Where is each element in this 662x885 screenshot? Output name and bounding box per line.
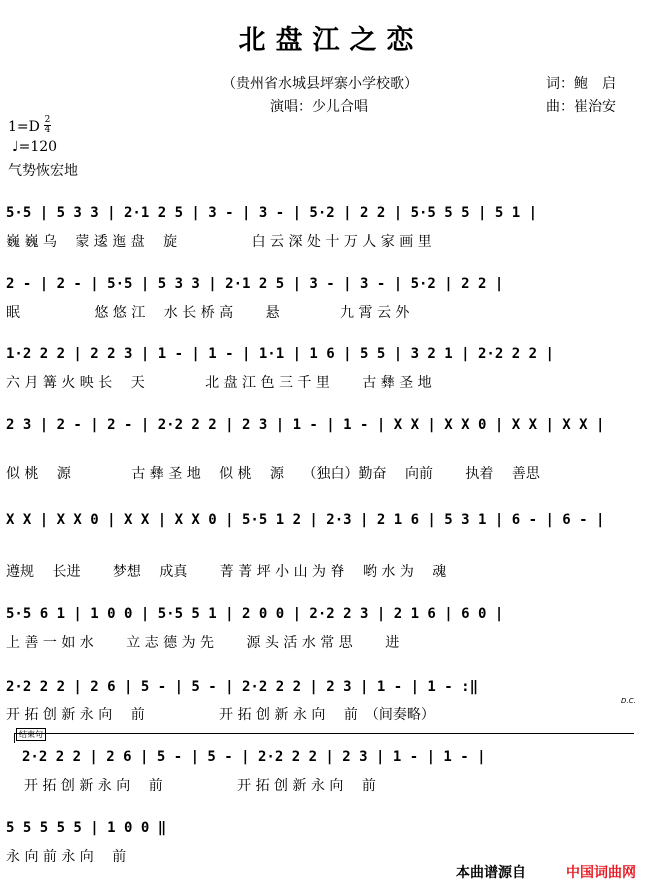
ending-label: 结束句 bbox=[16, 728, 46, 741]
notation-line-5: X X | X X 0 | X X | X X 0 | 5·5 1 2 | 2·3 | 2 1 6 | 5 3 1 | 6 - | 6 - | bbox=[6, 512, 605, 528]
notation-line-9: 5 5 5 5 5 | 1 0 0 ‖ bbox=[6, 820, 167, 836]
lyric-line-2: 眠 悠 悠 江 水 长 桥 高 悬 九 霄 云 外 bbox=[6, 305, 410, 321]
time-signature-top: 2 bbox=[44, 115, 51, 125]
notation-line-1: 5·5 | 5 3 3 | 2·1 2 5 | 3 - | 3 - | 5·2 | 2 2 | 5·5 5 5 | 5 1 | bbox=[6, 205, 538, 221]
lyric-line-6: 上 善 一 如 水 立 志 德 为 先 源 头 活 水 常 思 进 bbox=[6, 635, 400, 651]
da-capo-mark: D.C. bbox=[621, 697, 636, 705]
tempo-value: =120 bbox=[18, 139, 58, 155]
lyric-line-1: 巍 巍 乌 蒙 逶 迤 盘 旋 白 云 深 处 十 万 人 家 画 里 bbox=[6, 234, 432, 250]
notation-line-4: 2 3 | 2 - | 2 - | 2·2 2 2 | 2 3 | 1 - | 1 - | X X | X X 0 | X X | X X | bbox=[6, 417, 605, 433]
song-subtitle: （贵州省水城县坪寨小学校歌） bbox=[222, 76, 418, 92]
key-signature: 1=D bbox=[8, 119, 40, 135]
notation-line-2: 2 - | 2 - | 5·5 | 5 3 3 | 2·1 2 5 | 3 - | 3 - | 5·2 | 2 2 | bbox=[6, 276, 504, 292]
ending-bracket bbox=[14, 733, 634, 734]
lyric-line-4: 似 桃 源 古 彝 圣 地 似 桃 源 （独白）勤奋 向前 执着 善思 bbox=[6, 466, 540, 482]
source-prefix: 本曲谱源自 bbox=[456, 865, 526, 881]
ending-bracket-edge bbox=[14, 733, 15, 743]
lyric-line-5: 遵规 长进 梦想 成真 菁 菁 坪 小 山 为 脊 哟 水 为 魂 bbox=[6, 564, 447, 580]
notation-line-6: 5·5 6 1 | 1 0 0 | 5·5 5 1 | 2 0 0 | 2·2 2 3 | 2 1 6 | 6 0 | bbox=[6, 606, 504, 622]
notation-line-8: 2·2 2 2 | 2 6 | 5 - | 5 - | 2·2 2 2 | 2 3 | 1 - | 1 - | bbox=[22, 749, 486, 765]
notation-line-7: 2·2 2 2 | 2 6 | 5 - | 5 - | 2·2 2 2 | 2 3 | 1 - | 1 - :‖ bbox=[6, 679, 479, 695]
expression-marking: 气势恢宏地 bbox=[8, 163, 78, 179]
notation-line-3: 1·2 2 2 | 2 2 3 | 1 - | 1 - | 1·1 | 1 6 | 5 5 | 3 2 1 | 2·2 2 2 | bbox=[6, 346, 554, 362]
lyric-line-3: 六 月 篝 火 映 长 天 北 盘 江 色 三 千 里 古 彝 圣 地 bbox=[6, 375, 432, 391]
quarter-note-icon: ♩ bbox=[12, 139, 19, 155]
composer-credit: 曲：崔治安 bbox=[546, 99, 616, 115]
time-signature bbox=[44, 116, 51, 135]
source-site-link[interactable]: 中国词曲网 bbox=[566, 865, 636, 881]
page-title: 北盘江之恋 bbox=[238, 25, 424, 56]
lyric-line-7: 开 拓 创 新 永 向 前 开 拓 创 新 永 向 前 （间奏略） bbox=[6, 707, 435, 723]
time-signature-bottom: 4 bbox=[44, 125, 51, 135]
lyric-line-8: 开 拓 创 新 永 向 前 开 拓 创 新 永 向 前 bbox=[24, 778, 376, 794]
tempo-marking bbox=[12, 139, 57, 155]
singer-credit: 演唱：少儿合唱 bbox=[270, 99, 368, 115]
lyric-line-9: 永 向 前 永 向 前 bbox=[6, 849, 127, 865]
lyricist-credit: 词：鲍 启 bbox=[546, 76, 616, 92]
